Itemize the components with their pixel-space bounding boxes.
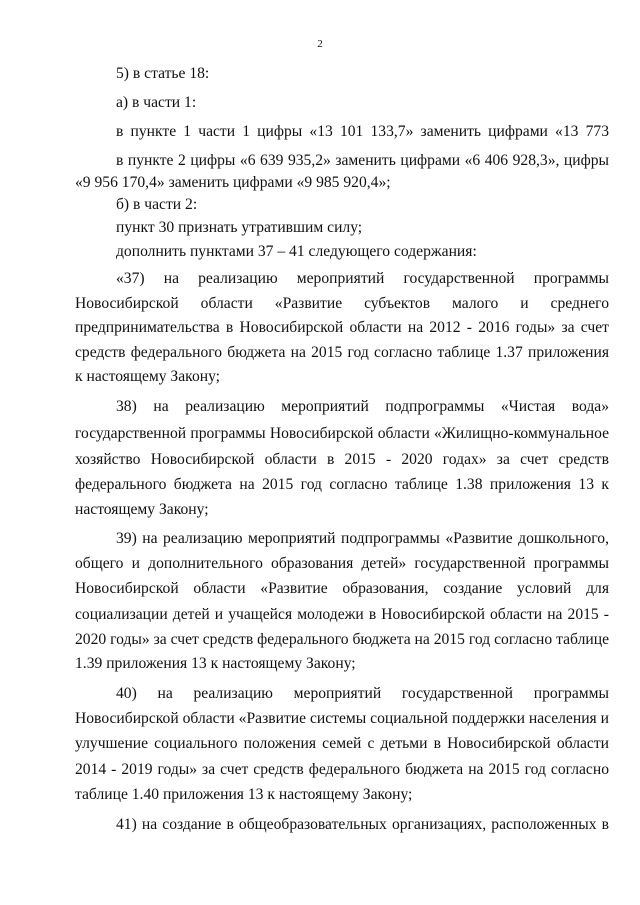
text-line: «37) на реализацию мероприятий государственной программы [116, 270, 609, 287]
text-line: федерального бюджета на 2015 год согласно таблице 1.38 приложения 13 к [75, 476, 609, 493]
text-line: настоящему Закону; [75, 501, 209, 518]
text-line: а) в части 1: [116, 94, 197, 111]
text-line: 5) в статье 18: [116, 65, 210, 82]
text-line: Новосибирской области «Развитие системы социальной поддержки населения и [75, 710, 609, 727]
text-line: 2014 - 2019 годы» за счет средств федерального бюджета на 2015 год согласно [75, 761, 609, 778]
text-line: Новосибирской области «Развитие субъектов малого и среднего [75, 295, 609, 312]
text-line: социализации детей и учащейся молодежи в Новосибирской области на 2015 - [75, 606, 609, 623]
text-line: к настоящему Закону; [75, 368, 221, 385]
text-line: 40) на реализацию мероприятий государственной программы [116, 685, 609, 702]
text-line: общего и дополнительного образования детей» государственной программы [75, 555, 609, 572]
text-line: Новосибирской области «Развитие образования, создание условий для [75, 580, 609, 597]
text-line: 1.39 приложения 13 к настоящему Закону; [75, 655, 356, 672]
text-line: улучшение социального положения семей с детьми в Новосибирской области [75, 735, 609, 752]
text-line: хозяйство Новосибирской области в 2015 - 2020 годах» за счет средств [75, 451, 609, 468]
text-line: дополнить пунктами 37 – 41 следующего содержания: [116, 243, 477, 260]
text-line: 41) на создание в общеобразовательных организациях, расположенных в [116, 816, 609, 833]
text-line: в пункте 2 цифры «6 639 935,2» заменить цифрами «6 406 928,3», цифры [116, 152, 609, 169]
text-line: б) в части 2: [116, 196, 198, 213]
text-line: 39) на реализацию мероприятий подпрограммы «Развитие дошкольного, [116, 530, 609, 547]
text-line: 2020 годы» за счет средств федерального бюджета на 2015 год согласно таблице [75, 631, 609, 648]
text-line: предпринимательства в Новосибирской области на 2012 - 2016 годы» за счет [75, 319, 609, 336]
text-line: в пункте 1 части 1 цифры «13 101 133,7» заменить цифрами «13 773 [116, 123, 609, 140]
text-line: средств федерального бюджета на 2015 год согласно таблице 1.37 приложения [75, 344, 609, 361]
text-line: пункт 30 признать утратившим силу; [116, 219, 363, 236]
page-number: 2 [317, 38, 323, 50]
text-line: 38) на реализацию мероприятий подпрограммы «Чистая вода» [116, 398, 609, 415]
text-line: «9 956 170,4» заменить цифрами «9 985 920,4»; [75, 174, 391, 191]
text-line: таблице 1.40 приложения 13 к настоящему Закону; [75, 786, 413, 803]
text-line: государственной программы Новосибирской области «Жилищно-коммунальное [75, 425, 609, 442]
